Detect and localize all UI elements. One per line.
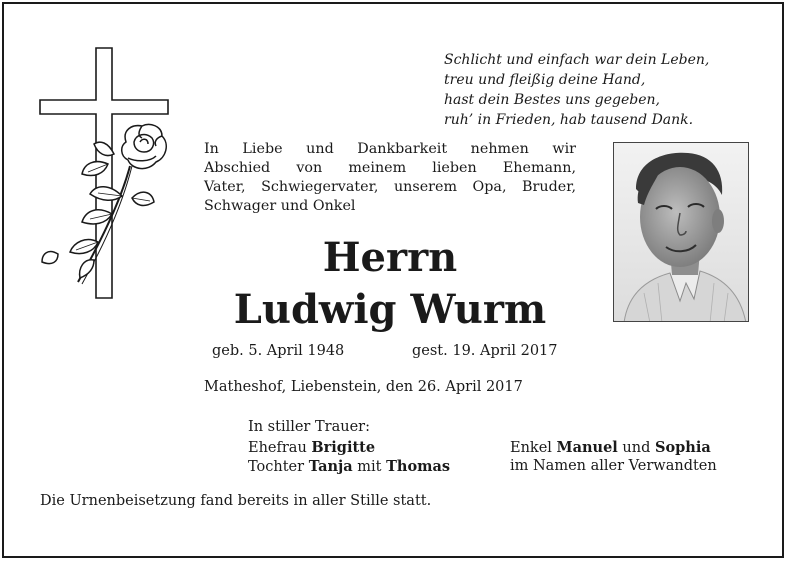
intro-line: In Liebe und Dankbarkeit nehmen wir bbox=[204, 141, 576, 157]
mourner-name: Thomas bbox=[386, 458, 451, 475]
mourner-name: Sophia bbox=[655, 439, 711, 456]
poem bbox=[444, 50, 764, 130]
mourning-heading: In stiller Trauer: bbox=[248, 419, 370, 435]
poem-line: treu und fleißig deine Hand, bbox=[444, 72, 646, 88]
place-date: Matheshof, Liebenstein, den 26. April 2017 bbox=[204, 379, 523, 395]
burial-note: Die Urnenbeisetzung fand bereits in aller Stille statt. bbox=[40, 493, 432, 509]
portrait-photo bbox=[613, 142, 749, 322]
poem-line: hast dein Bestes uns gegeben, bbox=[444, 92, 660, 108]
mourner-line bbox=[510, 438, 711, 458]
mourner-relation: Ehefrau bbox=[248, 440, 312, 456]
intro-line: Vater, Schwiegervater, unserem Opa, Bruder, bbox=[204, 179, 576, 195]
mourner-connector: mit bbox=[352, 459, 387, 475]
mourner-line bbox=[510, 457, 717, 476]
mourner-line bbox=[248, 457, 450, 477]
mourner-name: Brigitte bbox=[311, 439, 376, 456]
poem-line: ruh’ in Frieden, hab tausend Dank. bbox=[444, 112, 694, 128]
salutation: Herrn bbox=[322, 234, 458, 281]
portrait-image bbox=[614, 143, 749, 322]
deceased-name: Ludwig Wurm bbox=[233, 286, 547, 333]
cross-icon bbox=[38, 46, 178, 306]
intro-line: Schwager und Onkel bbox=[204, 198, 356, 214]
intro-line: Abschied von meinem lieben Ehemann, bbox=[204, 160, 576, 176]
mourner-name: Manuel bbox=[556, 439, 618, 456]
birth-date: geb. 5. April 1948 bbox=[212, 343, 345, 359]
mourner-line bbox=[248, 438, 375, 458]
mourner-relation: Enkel bbox=[510, 440, 557, 456]
intro-text bbox=[204, 140, 576, 216]
poem-line: Schlicht und einfach war dein Leben, bbox=[444, 52, 710, 68]
mourner-connector: und bbox=[617, 440, 655, 456]
mourner-relation: Tochter bbox=[248, 459, 309, 475]
death-date: gest. 19. April 2017 bbox=[412, 343, 558, 359]
mourner-relation: im Namen aller Verwandten bbox=[510, 458, 717, 474]
mourner-name: Tanja bbox=[308, 458, 353, 475]
